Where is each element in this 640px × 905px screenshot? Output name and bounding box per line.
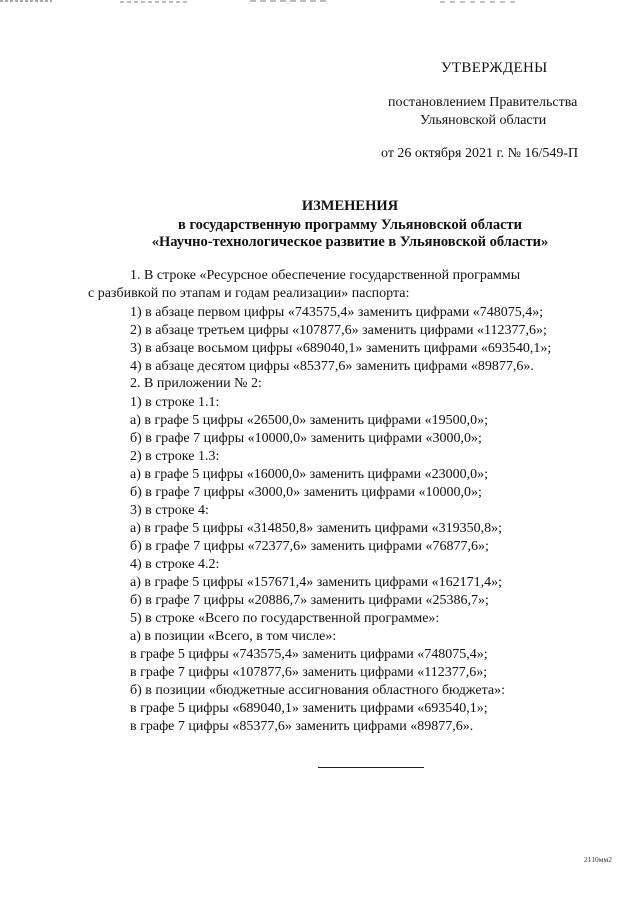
body-line: 1) в абзаце первом цифры «743575,4» заменить цифрами «748075,4»; — [130, 305, 544, 320]
separator-line — [318, 767, 424, 768]
body-line: 5) в строке «Всего по государственной программе»: — [130, 611, 440, 626]
body-line: в графе 5 цифры «743575,4» заменить цифрами «748075,4»; — [130, 647, 488, 662]
body-line: в графе 5 цифры «689040,1» заменить цифрами «693540,1»; — [130, 701, 488, 716]
scan-edge-marks — [0, 0, 640, 6]
body-line: б) в графе 7 цифры «3000,0» заменить цифрами «10000,0»; — [130, 485, 482, 500]
body-line: б) в графе 7 цифры «72377,6» заменить цифрами «76877,6»; — [130, 539, 489, 554]
body-line: б) в графе 7 цифры «20886,7» заменить цифрами «25386,7»; — [130, 593, 489, 608]
approval-title: УТВЕРЖДЕНЫ — [441, 60, 548, 76]
body-line: б) в позиции «бюджетные ассигнования областного бюджета»: — [130, 683, 506, 698]
body-line: в графе 7 цифры «107877,6» заменить цифрами «112377,6»; — [130, 665, 488, 680]
body-line: а) в графе 5 цифры «16000,0» заменить цифрами «23000,0»; — [130, 467, 489, 482]
body-line: б) в графе 7 цифры «10000,0» заменить цифрами «3000,0»; — [130, 431, 482, 446]
body-line: в графе 7 цифры «85377,6» заменить цифрами «89877,6». — [130, 719, 474, 734]
footer-code: 2110мм2 — [584, 855, 612, 864]
approval-line-3: от 26 октября 2021 г. № 16/549-П — [381, 146, 579, 161]
body-line: а) в графе 5 цифры «157671,4» заменить цифрами «162171,4»; — [130, 575, 503, 590]
body-line: а) в позиции «Всего, в том числе»: — [130, 629, 337, 644]
body-line: 3) в строке 4: — [130, 503, 209, 518]
body-line: 4) в строке 4.2: — [130, 557, 220, 572]
approval-line-1: постановлением Правительства — [388, 95, 578, 110]
body-line: 1) в строке 1.1: — [130, 395, 220, 410]
body-line: с разбивкой по этапам и годам реализации» паспорта: — [88, 286, 410, 301]
body-line: 1. В строке «Ресурсное обеспечение государственной программы — [130, 268, 521, 283]
body-line: 3) в абзаце восьмом цифры «689040,1» заменить цифрами «693540,1»; — [130, 341, 552, 356]
approval-line-2: Ульяновской области — [420, 113, 547, 128]
body-line: 2) в абзаце третьем цифры «107877,6» заменить цифрами «112377,6»; — [130, 323, 547, 338]
body-line: 2) в строке 1.3: — [130, 449, 220, 464]
document-subtitle-2: «Научно-технологическое развитие в Ульяновской области» — [151, 234, 549, 250]
body-line: а) в графе 5 цифры «26500,0» заменить цифрами «19500,0»; — [130, 413, 489, 428]
body-line: 2. В приложении № 2: — [130, 376, 262, 391]
body-line: а) в графе 5 цифры «314850,8» заменить цифрами «319350,8»; — [130, 521, 503, 536]
document-subtitle-1: в государственную программу Ульяновской области — [177, 217, 522, 233]
body-line: 4) в абзаце десятом цифры «85377,6» заменить цифрами «89877,6». — [130, 359, 534, 374]
document-title: ИЗМЕНЕНИЯ — [301, 198, 399, 214]
